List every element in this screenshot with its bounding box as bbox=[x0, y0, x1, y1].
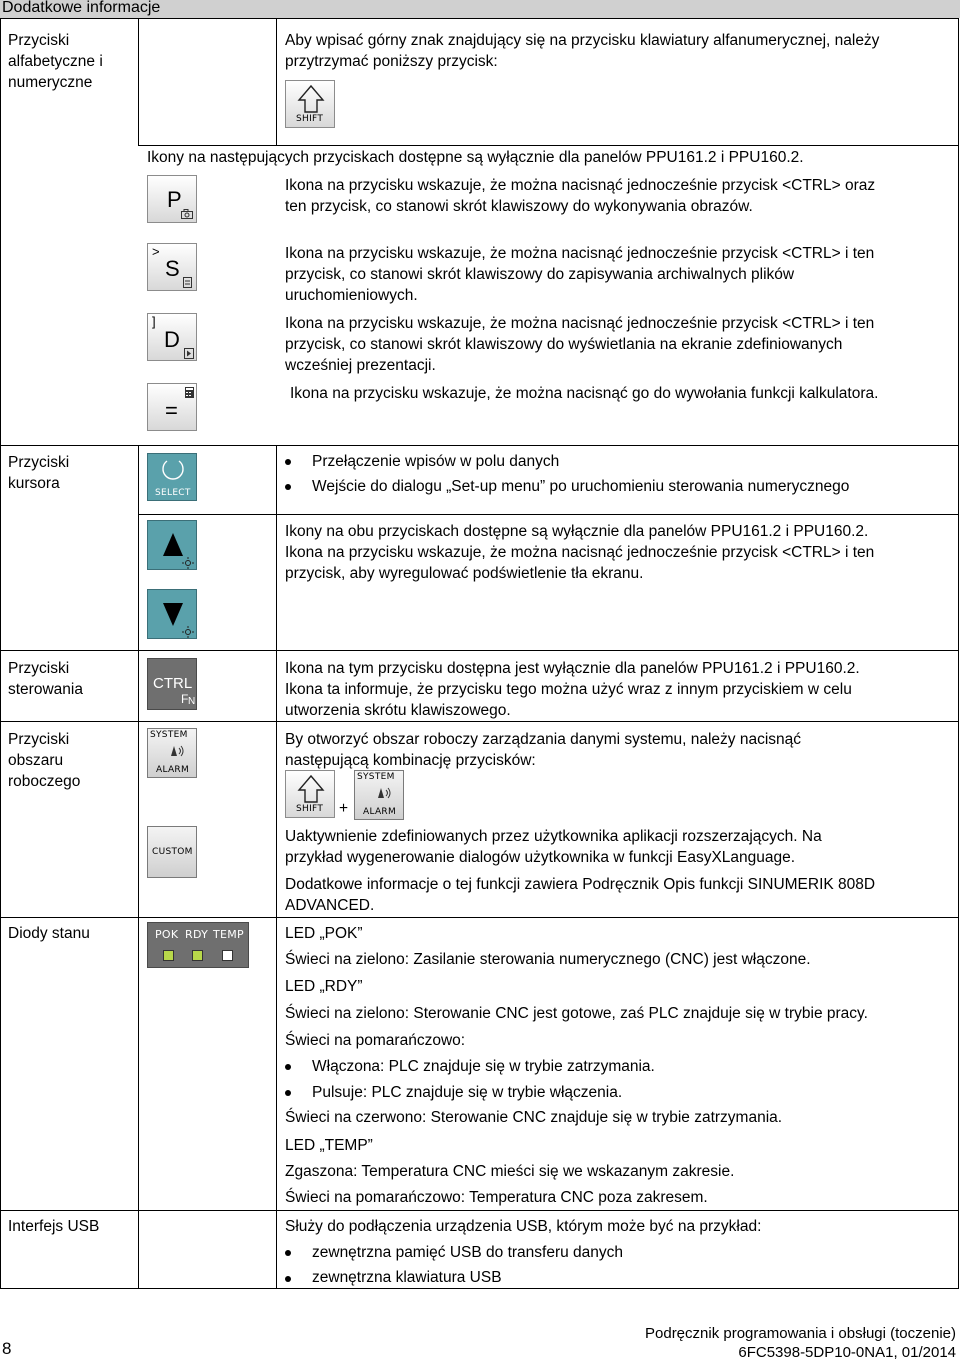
equals-key bbox=[147, 383, 197, 431]
d-description: wcześniej prezentacji. bbox=[285, 357, 436, 374]
ctrl-key-label: CTRL bbox=[153, 675, 193, 692]
d-description: przycisk, co stanowi skrót klawiszowy do wyświetlania na ekranie zdefiniowanych bbox=[285, 336, 843, 353]
control-description: Ikona na tym przycisku dostępna jest wyłącznie dla panelów PPU161.2 i PPU160.2. bbox=[285, 660, 860, 677]
row-divider bbox=[0, 1210, 959, 1211]
shift-description: przytrzymać poniższy przycisk: bbox=[285, 53, 498, 70]
column-divider bbox=[138, 18, 139, 145]
led-description: LED „TEMP” bbox=[285, 1137, 373, 1154]
arrows-description: Ikony na obu przyciskach dostępne są wyłącznie dla panelów PPU161.2 i PPU160.2. bbox=[285, 523, 869, 540]
bullet bbox=[285, 484, 291, 490]
alarm-description: By otworzyć obszar roboczy zarządzania danymi systemu, należy nacisnąć bbox=[285, 731, 802, 748]
s-description: przycisk, co stanowi skrót klawiszowy do zapisywania archiwalnych plików bbox=[285, 266, 795, 283]
system-key-label: SYSTEM bbox=[357, 772, 395, 782]
shift-key-label: SHIFT bbox=[296, 804, 324, 814]
plus-sign: + bbox=[339, 800, 349, 817]
s-key-label: S bbox=[165, 256, 180, 281]
row-label-leds: Diody stanu bbox=[8, 925, 90, 942]
section-title: Dodatkowe informacje bbox=[2, 0, 161, 16]
led-description: Świeci na czerwono: Sterowanie CNC znajduje się w trybie zatrzymania. bbox=[285, 1109, 783, 1126]
led-description: LED „POK” bbox=[285, 925, 363, 942]
row-divider bbox=[0, 917, 959, 918]
bullet bbox=[285, 1250, 291, 1256]
row-label-alpha: Przyciski bbox=[8, 32, 70, 49]
custom-description: Uaktywnienie zdefiniowanych przez użytkownika aplikacji rozszerzających. Na bbox=[285, 828, 822, 845]
arrows-description: Ikona na przycisku wskazuje, że można nacisnąć jednocześnie przycisk <CTRL> i ten bbox=[285, 544, 875, 561]
row-label-control: Przyciski bbox=[8, 660, 70, 677]
table-bottom-border bbox=[0, 1288, 959, 1289]
row-label-workspace: obszaru bbox=[8, 752, 64, 769]
shift-key bbox=[285, 80, 335, 128]
row-label-workspace: Przyciski bbox=[8, 731, 70, 748]
p-description: Ikona na przycisku wskazuje, że można nacisnąć jednocześnie przycisk <CTRL> oraz bbox=[285, 177, 876, 194]
control-description: Ikona ta informuje, że przycisku tego można użyć wraz z innym przyciskiem w celu bbox=[285, 681, 852, 698]
column-divider bbox=[138, 445, 139, 1288]
save-archive-icon bbox=[183, 277, 193, 289]
calculator-icon bbox=[185, 387, 194, 398]
p-description: ten przycisk, co stanowi skrót klawiszowy do wykonywania obrazów. bbox=[285, 198, 753, 215]
d-key bbox=[147, 313, 197, 361]
shift-key-combo bbox=[285, 770, 335, 818]
page-number: 8 bbox=[2, 1339, 12, 1358]
system-key-label: SYSTEM bbox=[150, 730, 188, 740]
led-description: Świeci na zielono: Zasilanie sterowania numerycznego (CNC) jest włączone. bbox=[285, 951, 811, 968]
ppu-note: Ikony na następujących przyciskach dostępne są wyłącznie dla panelów PPU161.2 i PPU160.2. bbox=[147, 149, 804, 166]
select-circle-icon bbox=[148, 454, 198, 484]
table-top-border bbox=[0, 18, 959, 19]
cursor-up-key bbox=[147, 520, 197, 570]
row-label-alpha: alfabetyczne i bbox=[8, 53, 103, 70]
p-key bbox=[147, 175, 197, 223]
brightness-icon bbox=[182, 626, 194, 638]
s-key bbox=[147, 243, 197, 291]
bullet bbox=[285, 1090, 291, 1096]
ctrl-key bbox=[147, 658, 197, 710]
led-label-pok: POK bbox=[155, 928, 179, 941]
row-divider bbox=[0, 721, 959, 722]
bullet bbox=[285, 1276, 291, 1282]
bullet bbox=[285, 1064, 291, 1070]
row-label-usb: Interfejs USB bbox=[8, 1218, 100, 1235]
custom-description: ADVANCED. bbox=[285, 897, 375, 914]
d-key-label: D bbox=[164, 327, 180, 352]
s-description: Ikona na przycisku wskazuje, że można nacisnąć jednocześnie przycisk <CTRL> i ten bbox=[285, 245, 875, 262]
cursor-down-key bbox=[147, 589, 197, 639]
custom-description: Dodatkowe informacje o tej funkcji zawiera Podręcznik Opis funkcji SINUMERIK 808D bbox=[285, 876, 876, 893]
arrows-description: przycisk, aby wyregulować podświetlenie tła ekranu. bbox=[285, 565, 644, 582]
led-bullet: Włączona: PLC znajduje się w trybie zatrzymania. bbox=[312, 1058, 655, 1075]
alarm-key-label: ALARM bbox=[156, 765, 190, 775]
led-label-rdy: RDY bbox=[185, 928, 209, 941]
equals-description: Ikona na przycisku wskazuje, że można nacisnąć go do wywołania funkcji kalkulatora. bbox=[290, 385, 879, 402]
alarm-description: następującą kombinację przycisków: bbox=[285, 752, 536, 769]
shift-description: Aby wpisać górny znak znajdujący się na przycisku klawiatury alfanumerycznej, należy bbox=[285, 32, 880, 49]
cursor-bullet: Przełączenie wpisów w polu danych bbox=[312, 453, 560, 470]
status-led-panel bbox=[147, 922, 249, 968]
led-description: Świeci na pomarańczowo: Temperatura CNC poza zakresem. bbox=[285, 1189, 708, 1206]
led-description: Zgaszona: Temperatura CNC mieści się we wskazanym zakresie. bbox=[285, 1163, 735, 1180]
s-description: uruchomieniowych. bbox=[285, 287, 418, 304]
select-key bbox=[147, 453, 197, 501]
table-right-border bbox=[958, 18, 959, 1288]
camera-icon bbox=[181, 209, 193, 219]
row-label-control: sterowania bbox=[8, 681, 83, 698]
fn-f-label: F bbox=[181, 692, 189, 706]
cursor-bullet: Wejście do dialogu „Set-up menu” po uruchomieniu sterowania numerycznego bbox=[312, 478, 850, 495]
led-description: Świeci na zielono: Sterowanie CNC jest gotowe, zaś PLC znajduje się w trybie pracy. bbox=[285, 1005, 868, 1022]
row-label-alpha: numeryczne bbox=[8, 74, 93, 91]
row-divider bbox=[0, 650, 959, 651]
equals-key-label: = bbox=[165, 398, 178, 423]
led-bullet: Pulsuje: PLC znajduje się w trybie włączenia. bbox=[312, 1084, 623, 1101]
select-key-label: SELECT bbox=[155, 488, 191, 498]
p-key-label: P bbox=[167, 187, 182, 212]
control-description: utworzenia skrótu klawiszowego. bbox=[285, 702, 511, 719]
custom-key-label: CUSTOM bbox=[152, 847, 193, 857]
row-label-cursor: kursora bbox=[8, 475, 60, 492]
custom-description: przykład wygenerowanie dialogów użytkownika w funkcji EasyXLanguage. bbox=[285, 849, 796, 866]
brightness-icon bbox=[182, 557, 194, 569]
section-header bbox=[0, 0, 960, 18]
row-divider bbox=[138, 514, 959, 515]
row-label-cursor: Przyciski bbox=[8, 454, 70, 471]
row-divider bbox=[138, 145, 959, 146]
led-rdy bbox=[192, 950, 203, 961]
row-label-workspace: roboczego bbox=[8, 773, 81, 790]
usb-description: Służy do podłączenia urządzenia USB, którym może być na przykład: bbox=[285, 1218, 762, 1235]
footer-title: Podręcznik programowania i obsługi (toczenie) bbox=[645, 1325, 956, 1342]
system-alarm-key bbox=[147, 728, 197, 778]
bullet bbox=[285, 459, 291, 465]
d-description: Ikona na przycisku wskazuje, że można nacisnąć jednocześnie przycisk <CTRL> i ten bbox=[285, 315, 875, 332]
presentation-icon bbox=[184, 348, 194, 359]
led-description: LED „RDY” bbox=[285, 978, 363, 995]
row-divider bbox=[0, 445, 959, 446]
column-divider bbox=[276, 445, 277, 1288]
s-key-mark: > bbox=[152, 244, 160, 259]
led-label-temp: TEMP bbox=[213, 928, 244, 941]
system-alarm-key-combo bbox=[354, 770, 404, 820]
d-key-mark: ] bbox=[152, 314, 156, 329]
led-description: Świeci na pomarańczowo: bbox=[285, 1032, 466, 1049]
table-left-border bbox=[0, 18, 1, 1288]
led-temp bbox=[222, 950, 233, 961]
usb-bullet: zewnętrzna klawiatura USB bbox=[312, 1269, 502, 1286]
alarm-bell-icon bbox=[375, 786, 391, 800]
custom-key bbox=[147, 826, 197, 878]
fn-n-label: N bbox=[188, 696, 196, 707]
usb-bullet: zewnętrzna pamięć USB do transferu danych bbox=[312, 1244, 624, 1261]
alarm-key-label: ALARM bbox=[363, 807, 397, 817]
column-divider bbox=[276, 18, 277, 145]
led-pok bbox=[163, 950, 174, 961]
shift-key-label: SHIFT bbox=[296, 114, 324, 124]
alarm-bell-icon bbox=[168, 744, 184, 758]
footer-code: 6FC5398-5DP10-0NA1, 01/2014 bbox=[738, 1344, 956, 1361]
